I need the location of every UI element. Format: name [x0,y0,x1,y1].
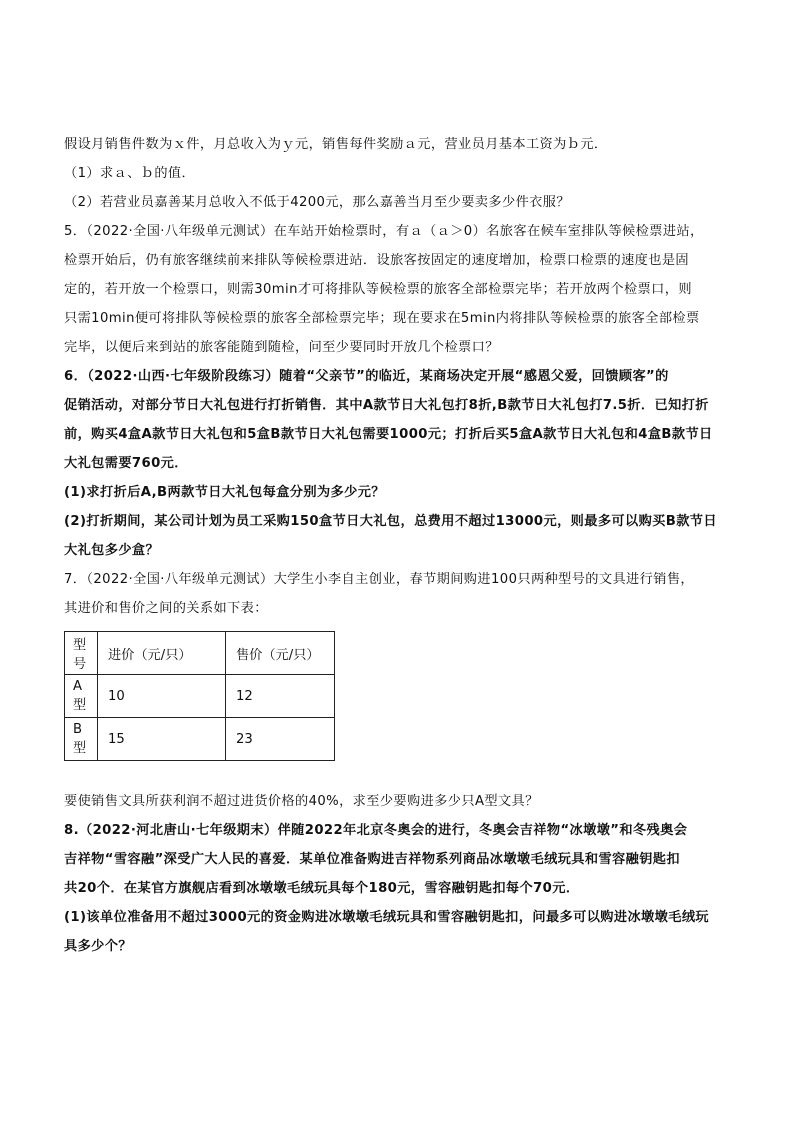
question-7-line: 7．（2022·全国·八年级单元测试）大学生小李自主创业，春节期间购进100只两种型号的文具进行销售， [64,572,694,587]
text-line: 大礼包需要760元． [64,456,188,471]
text-line: 定的，若开放一个检票口，则需30min才可将排队等候检票的旅客全部检票完毕；若开放两个检票口，则 [64,282,692,297]
question-6-line: 6．（2022·山西·七年级阶段练习）随着“父亲节”的临近，某商场决定开展“感恩父爱，回馈顾客”的 [64,369,669,384]
table-cell: 10 [98,675,226,718]
table-cell: 12 [226,675,335,718]
text-line: 大礼包多少盒？ [64,543,160,558]
text-line: （1）求ａ、ｂ的值． [64,166,196,181]
spacer [64,761,744,787]
text-line: 假设月销售件数为ｘ件，月总收入为ｙ元，销售每件奖励ａ元，营业员月基本工资为ｂ元． [64,137,608,152]
table-row [65,718,335,761]
question-5-line: 5．（2022·全国·八年级单元测试）在车站开始检票时，有ａ（ａ＞0）名旅客在候车室排队等候检票进站， [64,224,704,239]
table-header-cell: 售价（元/只） [226,632,335,675]
text-line: （2）若营业员嘉善某月总收入不低于4200元，那么嘉善当月至少要卖多少件衣服？ [64,195,570,210]
table-cell: 15 [98,718,226,761]
table-cell: B型 [65,718,98,761]
text-line: 具多少个？ [64,939,132,954]
text-line: 完毕，以便后来到站的旅客能随到随检，问至少要同时开放几个检票口？ [64,340,499,355]
table-header-row [65,632,335,675]
text-line: 促销活动，对部分节日大礼包进行打折销售．其中A款节日大礼包打8折,B款节日大礼包打7.5折．已知打折 [64,398,709,413]
text-line: 共20个．在某官方旗舰店看到冰墩墩毛绒玩具每个180元，雪容融钥匙扣每个70元． [64,881,580,896]
price-table [64,631,335,761]
text-line: (2)打折期间，某公司计划为员工采购150盒节日大礼包，总费用不超过13000元，则最多可以购买B款节日 [64,514,717,529]
question-8-line: 8.（2022·河北唐山·七年级期末）伴随2022年北京冬奥会的进行，冬奥会吉祥物“冰墩墩”和冬残奥会 [64,823,688,838]
table-header-cell: 型号 [65,632,98,675]
document-content [64,130,744,961]
text-line: 要使销售文具所获利润不超过进货价格的40%，求至少要购进多少只A型文具？ [64,794,539,809]
text-line: 前，购买4盒A款节日大礼包和5盒B款节日大礼包需要1000元；打折后买5盒A款节日大礼包和4盒B款节日 [64,427,713,442]
table-cell: A型 [65,675,98,718]
text-line: (1)求打折后A,B两款节日大礼包每盒分别为多少元？ [64,485,385,500]
text-line: 只需10min便可将排队等候检票的旅客全部检票完毕；现在要求在5min内将排队等候检票的旅客全部检票 [64,311,700,326]
text-line: 检票开始后，仍有旅客继续前来排队等候检票进站．设旅客按固定的速度增加，检票口检票的速度也是固 [64,253,690,268]
text-line: (1)该单位准备用不超过3000元的资金购进冰墩墩毛绒玩具和雪容融钥匙扣，问最多可以购进冰墩墩毛绒玩 [64,910,709,925]
text-line: 吉祥物“雪容融”深受广大人民的喜爱．某单位准备购进吉祥物系列商品冰墩墩毛绒玩具和雪容融钥匙扣 [64,852,680,867]
table-header-cell: 进价（元/只） [98,632,226,675]
table-row [65,675,335,718]
text-line: 其进价和售价之间的关系如下表： [64,601,268,616]
table-cell: 23 [226,718,335,761]
